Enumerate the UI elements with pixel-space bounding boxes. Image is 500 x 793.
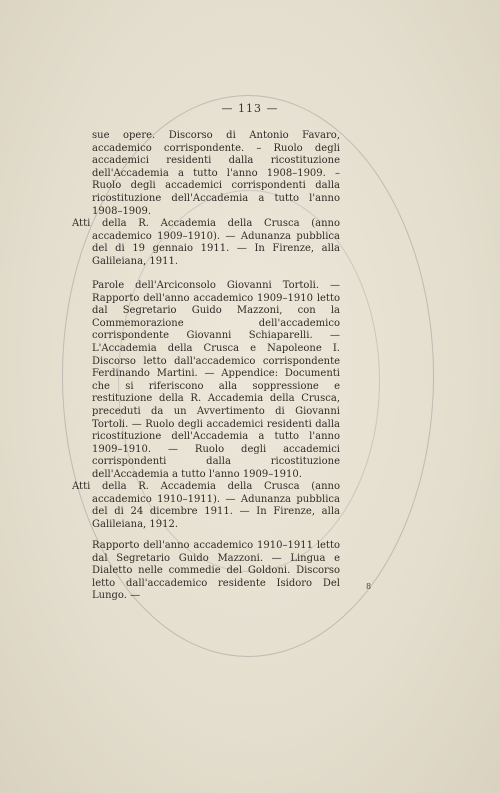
paragraph-1 (72, 130, 340, 218)
paragraph-2 (72, 218, 340, 268)
paragraph-4 (72, 481, 340, 531)
paragraph-5 (72, 540, 340, 603)
paragraph-1-text: sue opere. Discorso di Antonio Favaro, accademico corrispondente. – Ruolo degli accademici residenti dalla ricostituzione dell'Accademia a tutto l'anno 1908–1909. – Ruolo degli accademici corrispondenti dalla ricostituzione dell'Accademia a tutto l'anno 1908–1909. (92, 130, 340, 217)
paragraph-4-text: Atti della R. Accademia della Crusca (anno accademico 1910–1911). — Adunanza pubblica del di 24 dicembre 1911. — In Firenze, alla Galileiana, 1912. (72, 481, 340, 530)
paragraph-5-text: Rapporto dell'anno accademico 1910–1911 letto dal Segretario Guido Mazzoni. — Lingua e Dialetto nelle commedie del Goldoni. Discorso letto dall'accademico residente Isidoro Del Lungo. — (92, 540, 340, 602)
paragraph-3 (72, 280, 340, 482)
signature-mark: 8 (366, 582, 372, 591)
page-number: — 113 — (221, 102, 279, 115)
paragraph-2-text: Atti della R. Accademia della Crusca (anno accademico 1909–1910). — Adunanza pubblica del di 19 gennaio 1911. — In Firenze, alla Galileiana, 1911. (72, 218, 340, 267)
paragraph-3-text: Parole dell'Arciconsolo Giovanni Tortoli. — Rapporto dell'anno accademico 1909–1910 letto dal Segretario Guido Mazzoni, con la Commemorazione dell'accademico corrispondente Giovanni Schiaparelli. — L'Accademia della Crusca e Napoleone I. Discorso letto dall'accademico corrispondente Ferdinando Martini. — Appendice: Documenti che si riferiscono alla soppressione e restituzione della R. Accademia della Crusca, preceduti da un Avvertimento di Giovanni Tortoli. — Ruolo degli accademici residenti dalla ricostituzione dell'Accademia a tutto l'anno 1909–1910. — Ruolo degli accademici corrispondenti dalla ricostituzione dell'Accademia a tutto l'anno 1909–1910. (92, 280, 340, 480)
